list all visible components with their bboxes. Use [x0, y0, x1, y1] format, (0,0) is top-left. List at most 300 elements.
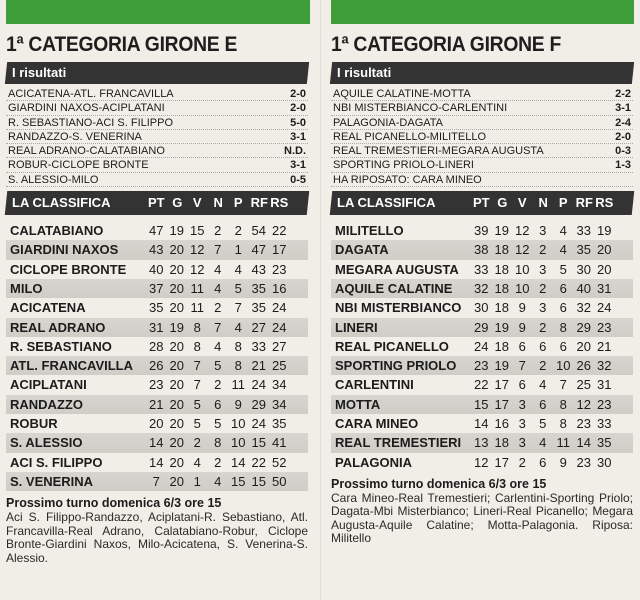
result-match: SPORTING PRIOLO-LINERI — [333, 159, 474, 172]
team-stat: 10 — [231, 435, 246, 451]
team-name: ATL. FRANCAVILLA — [10, 358, 133, 374]
team-name: ROBUR — [10, 416, 58, 432]
team-name: ACICATENA — [10, 300, 86, 316]
team-stat: 2 — [518, 454, 526, 470]
team-stat: 10 — [231, 416, 246, 432]
team-stat: 17 — [494, 377, 509, 393]
result-row — [331, 101, 633, 115]
team-stat: 23 — [474, 358, 489, 374]
team-stat: 15 — [231, 473, 246, 489]
team-stat: 4 — [539, 435, 547, 451]
result-row — [331, 173, 633, 187]
team-stat: 6 — [214, 396, 222, 412]
team-stat: 4 — [193, 454, 201, 470]
team-stat: 18 — [494, 261, 509, 277]
team-stat: 7 — [193, 358, 201, 374]
standings-row — [331, 318, 633, 337]
team-stat: 8 — [559, 396, 567, 412]
result-match: ACICATENA-ATL. FRANCAVILLA — [8, 88, 174, 100]
result-match: GIARDINI NAXOS-ACIPLATANI — [8, 102, 165, 115]
team-stat: 10 — [556, 358, 571, 374]
team-stat: 34 — [272, 377, 287, 393]
team-stat: 19 — [494, 223, 509, 239]
team-stat: 7 — [193, 377, 201, 393]
team-name: LINERI — [335, 319, 378, 335]
team-stat: 20 — [169, 261, 184, 277]
standings-col-header: N — [213, 195, 223, 211]
team-stat: 29 — [251, 396, 266, 412]
standings-col-header: RF — [575, 195, 593, 211]
team-stat: 6 — [539, 396, 547, 412]
team-stat: 6 — [539, 338, 547, 354]
standings-row — [331, 221, 633, 240]
standings-col-header: PT — [147, 195, 165, 211]
result-score: N.D. — [284, 145, 306, 158]
section-title: 1ª CATEGORIA GIRONE E — [6, 33, 238, 56]
result-match: R. SEBASTIANO-ACI S. FILIPPO — [8, 116, 174, 129]
standings-row — [331, 375, 633, 394]
team-stat: 2 — [539, 358, 547, 374]
team-stat: 2 — [214, 377, 222, 393]
team-stat: 20 — [169, 338, 184, 354]
standings-row — [6, 472, 308, 491]
team-name: MEGARA AUGUSTA — [335, 261, 459, 277]
standings-row — [331, 433, 633, 452]
team-stat: 4 — [214, 473, 222, 489]
next-round-fixtures: Cara Mineo-Real Tremestieri; Carlentini-Sporting Priolo; Dagata-Mbi Misterbianco; Lineri-Real Picanello; Megara Augusta-Aquile Calatine; Motta-Palagonia. Riposa: Militello — [331, 490, 633, 546]
standings-row — [331, 356, 633, 375]
column-divider — [320, 0, 321, 600]
girone-f-column — [331, 28, 633, 546]
result-row — [6, 173, 308, 187]
team-stat: 5 — [214, 358, 222, 374]
team-stat: 32 — [576, 300, 591, 316]
standings-col-header: PT — [472, 195, 490, 211]
team-stat: 3 — [539, 300, 547, 316]
results-header: I risultati — [5, 62, 309, 84]
team-stat: 12 — [515, 242, 530, 258]
team-stat: 28 — [149, 338, 164, 354]
team-stat: 33 — [251, 338, 266, 354]
team-stat: 2 — [234, 223, 242, 239]
standings-col-header: V — [192, 195, 202, 211]
team-name: MOTTA — [335, 396, 381, 412]
team-stat: 17 — [494, 454, 509, 470]
team-name: AQUILE CALATINE — [335, 280, 453, 296]
team-stat: 15 — [251, 435, 266, 451]
standings-row — [331, 414, 633, 433]
team-stat: 6 — [518, 377, 526, 393]
next-round-title: Prossimo turno domenica 6/3 ore 15 — [331, 476, 547, 491]
team-stat: 35 — [251, 280, 266, 296]
team-name: ACI S. FILIPPO — [10, 454, 103, 470]
team-stat: 3 — [518, 396, 526, 412]
team-stat: 2 — [539, 319, 547, 335]
team-stat: 20 — [169, 396, 184, 412]
team-stat: 50 — [272, 473, 287, 489]
team-stat: 33 — [576, 223, 591, 239]
result-match: REAL ADRANO-CALATABIANO — [8, 145, 165, 158]
team-stat: 3 — [518, 416, 526, 432]
team-stat: 4 — [234, 261, 242, 277]
team-stat: 19 — [169, 319, 184, 335]
team-name: S. ALESSIO — [10, 435, 83, 451]
team-stat: 4 — [214, 261, 222, 277]
team-stat: 33 — [474, 261, 489, 277]
team-stat: 54 — [251, 223, 266, 239]
result-match: ROBUR-CICLOPE BRONTE — [8, 159, 149, 172]
team-stat: 20 — [169, 435, 184, 451]
team-stat: 3 — [539, 261, 547, 277]
result-row — [6, 130, 308, 144]
team-stat: 52 — [272, 454, 287, 470]
team-stat: 8 — [559, 416, 567, 432]
team-stat: 30 — [474, 300, 489, 316]
standings-col-header: P — [558, 195, 568, 211]
team-name: NBI MISTERBIANCO — [335, 300, 462, 316]
team-stat: 12 — [190, 242, 205, 258]
result-match: AQUILE CALATINE-MOTTA — [333, 88, 471, 100]
team-stat: 29 — [474, 319, 489, 335]
team-stat: 6 — [559, 280, 567, 296]
team-stat: 43 — [251, 261, 266, 277]
team-stat: 14 — [474, 416, 489, 432]
team-stat: 20 — [169, 358, 184, 374]
result-row — [331, 144, 633, 158]
standings-row — [6, 279, 308, 298]
team-stat: 20 — [576, 338, 591, 354]
team-name: CICLOPE BRONTE — [10, 261, 127, 277]
result-score: 3-1 — [615, 102, 631, 115]
team-stat: 30 — [576, 261, 591, 277]
team-stat: 24 — [272, 319, 287, 335]
team-stat: 7 — [214, 242, 222, 258]
team-name: REAL TREMESTIERI — [335, 435, 462, 451]
team-stat: 12 — [515, 223, 530, 239]
team-stat: 18 — [494, 435, 509, 451]
team-stat: 9 — [234, 396, 242, 412]
team-stat: 24 — [251, 377, 266, 393]
team-name: ACIPLATANI — [10, 377, 87, 393]
team-name: RANDAZZO — [10, 396, 83, 412]
team-stat: 14 — [149, 435, 164, 451]
team-stat: 7 — [234, 300, 242, 316]
team-stat: 14 — [231, 454, 246, 470]
result-row — [6, 144, 308, 158]
result-score: 2-4 — [615, 116, 631, 129]
standings-col-header: RF — [250, 195, 268, 211]
standings-header — [5, 191, 310, 215]
result-row — [331, 158, 633, 172]
team-stat: 22 — [272, 223, 287, 239]
team-stat: 15 — [251, 473, 266, 489]
team-stat: 34 — [272, 396, 287, 412]
standings-row — [6, 414, 308, 433]
team-stat: 3 — [539, 223, 547, 239]
result-score: 3-1 — [290, 159, 306, 172]
standings-row — [6, 433, 308, 452]
standings-col-header: G — [496, 195, 507, 211]
team-stat: 32 — [597, 358, 612, 374]
team-stat: 38 — [474, 242, 489, 258]
standings-row — [6, 298, 308, 317]
team-stat: 19 — [494, 319, 509, 335]
result-score: 2-0 — [615, 130, 631, 143]
team-stat: 15 — [474, 396, 489, 412]
team-stat: 5 — [234, 280, 242, 296]
team-stat: 40 — [149, 261, 164, 277]
result-match: S. ALESSIO-MILO — [8, 173, 99, 186]
team-stat: 35 — [149, 300, 164, 316]
standings-table — [6, 221, 308, 491]
team-stat: 33 — [597, 416, 612, 432]
team-stat: 16 — [494, 416, 509, 432]
team-stat: 20 — [169, 242, 184, 258]
team-stat: 18 — [494, 338, 509, 354]
standings-row — [6, 375, 308, 394]
team-name: CARA MINEO — [335, 416, 419, 432]
result-match: HA RIPOSATO: CARA MINEO — [333, 173, 482, 186]
team-stat: 10 — [515, 280, 530, 296]
team-stat: 6 — [539, 454, 547, 470]
team-stat: 12 — [190, 261, 205, 277]
team-stat: 20 — [149, 416, 164, 432]
result-row — [6, 158, 308, 172]
standings-header-label: LA CLASSIFICA — [337, 195, 436, 211]
result-match: REAL TREMESTIERI-MEGARA AUGUSTA — [333, 145, 544, 158]
result-match: REAL PICANELLO-MILITELLO — [333, 130, 487, 143]
team-stat: 1 — [193, 473, 201, 489]
team-stat: 19 — [494, 358, 509, 374]
team-stat: 26 — [149, 358, 164, 374]
standings-row — [6, 318, 308, 337]
team-stat: 23 — [597, 396, 612, 412]
team-stat: 2 — [214, 454, 222, 470]
team-stat: 12 — [474, 454, 489, 470]
team-stat: 31 — [597, 377, 612, 393]
team-stat: 15 — [190, 223, 205, 239]
team-stat: 9 — [518, 300, 526, 316]
team-stat: 7 — [214, 319, 222, 335]
team-stat: 23 — [576, 454, 591, 470]
team-stat: 47 — [149, 223, 164, 239]
team-stat: 11 — [231, 377, 245, 393]
team-stat: 25 — [272, 358, 287, 374]
team-stat: 23 — [576, 416, 591, 432]
team-stat: 25 — [576, 377, 591, 393]
result-row — [6, 116, 308, 130]
result-row — [331, 87, 633, 101]
standings-row — [331, 240, 633, 259]
result-match: PALAGONIA-DAGATA — [333, 116, 444, 129]
team-stat: 24 — [272, 300, 287, 316]
team-stat: 2 — [214, 300, 222, 316]
result-row — [6, 101, 308, 115]
team-stat: 17 — [272, 242, 287, 258]
standings-row — [6, 453, 308, 472]
team-stat: 5 — [559, 261, 567, 277]
team-stat: 20 — [169, 473, 184, 489]
team-stat: 3 — [518, 435, 526, 451]
team-stat: 21 — [597, 338, 612, 354]
standings-row — [331, 337, 633, 356]
standings-table — [331, 221, 633, 472]
team-name: GIARDINI NAXOS — [10, 242, 119, 258]
team-stat: 18 — [494, 280, 509, 296]
team-stat: 9 — [518, 319, 526, 335]
team-stat: 13 — [474, 435, 489, 451]
standings-row — [6, 240, 308, 259]
header-color-bar-right — [331, 0, 634, 24]
team-stat: 35 — [251, 300, 266, 316]
result-row — [331, 116, 633, 130]
team-stat: 41 — [272, 435, 287, 451]
team-name: REAL PICANELLO — [335, 338, 449, 354]
team-stat: 24 — [474, 338, 489, 354]
team-stat: 5 — [539, 416, 547, 432]
standings-row — [331, 298, 633, 317]
team-stat: 35 — [576, 242, 591, 258]
team-stat: 5 — [193, 416, 201, 432]
result-match: NBI MISTERBIANCO-CARLENTINI — [333, 102, 508, 115]
standings-col-header: RS — [270, 195, 289, 211]
team-stat: 8 — [559, 319, 567, 335]
team-stat: 21 — [149, 396, 164, 412]
team-stat: 7 — [559, 377, 567, 393]
header-color-bar-left — [6, 0, 310, 24]
result-match: RANDAZZO-S. VENERINA — [8, 130, 142, 143]
result-score: 1-3 — [615, 159, 631, 172]
team-stat: 35 — [597, 435, 612, 451]
team-stat: 31 — [149, 319, 164, 335]
team-stat: 31 — [597, 280, 612, 296]
team-stat: 39 — [474, 223, 489, 239]
standings-row — [6, 395, 308, 414]
team-stat: 20 — [169, 416, 184, 432]
standings-col-header: RS — [595, 195, 614, 211]
team-name: MILO — [10, 280, 43, 296]
team-stat: 18 — [494, 242, 509, 258]
result-score: 3-1 — [290, 130, 306, 143]
team-stat: 43 — [149, 242, 164, 258]
team-stat: 2 — [193, 435, 201, 451]
team-stat: 1 — [234, 242, 242, 258]
team-stat: 27 — [251, 319, 266, 335]
team-stat: 10 — [515, 261, 530, 277]
team-stat: 35 — [272, 416, 287, 432]
team-name: MILITELLO — [335, 223, 404, 239]
team-name: R. SEBASTIANO — [10, 338, 112, 354]
standings-col-header: G — [171, 195, 182, 211]
team-stat: 26 — [576, 358, 591, 374]
standings-header-label: LA CLASSIFICA — [12, 195, 111, 211]
team-stat: 20 — [169, 300, 184, 316]
team-stat: 24 — [251, 416, 266, 432]
team-stat: 30 — [597, 454, 612, 470]
team-stat: 19 — [169, 223, 184, 239]
results-list — [6, 87, 308, 187]
team-stat: 23 — [272, 261, 287, 277]
team-stat: 23 — [149, 377, 164, 393]
standings-row — [6, 260, 308, 279]
results-header: I risultati — [330, 62, 634, 84]
team-stat: 20 — [597, 261, 612, 277]
team-stat: 11 — [556, 435, 570, 451]
standings-row — [6, 221, 308, 240]
team-stat: 2 — [214, 223, 222, 239]
result-row — [331, 130, 633, 144]
team-stat: 21 — [251, 358, 266, 374]
result-score: 0-3 — [615, 145, 631, 158]
team-stat: 12 — [576, 396, 591, 412]
team-stat: 14 — [576, 435, 591, 451]
team-stat: 7 — [518, 358, 526, 374]
team-stat: 40 — [576, 280, 591, 296]
team-stat: 11 — [190, 280, 204, 296]
results-list — [331, 87, 633, 187]
team-stat: 7 — [152, 473, 160, 489]
standings-row — [331, 279, 633, 298]
team-stat: 27 — [272, 338, 287, 354]
team-stat: 11 — [190, 300, 204, 316]
team-stat: 6 — [518, 338, 526, 354]
team-name: DAGATA — [335, 242, 389, 258]
team-name: REAL ADRANO — [10, 319, 106, 335]
team-stat: 5 — [214, 416, 222, 432]
team-stat: 22 — [251, 454, 266, 470]
team-name: SPORTING PRIOLO — [335, 358, 457, 374]
team-stat: 23 — [597, 319, 612, 335]
next-round-fixtures: Aci S. Filippo-Randazzo, Aciplatani-R. Sebastiano, Atl. Francavilla-Real Adrano, Calatabiano-Robur, Ciclope Bronte-Giardini Naxos, Milo-Acicatena, S. Venerina-S. Alessio. — [6, 510, 308, 565]
team-stat: 9 — [559, 454, 567, 470]
result-row — [6, 87, 308, 101]
team-stat: 37 — [149, 280, 164, 296]
team-stat: 19 — [597, 223, 612, 239]
girone-e-column — [6, 28, 308, 565]
team-stat: 6 — [559, 300, 567, 316]
team-name: S. VENERINA — [10, 473, 94, 489]
standings-row — [331, 260, 633, 279]
team-stat: 14 — [149, 454, 164, 470]
result-score: 0-5 — [290, 173, 306, 186]
team-stat: 8 — [234, 338, 242, 354]
next-round-title: Prossimo turno domenica 6/3 ore 15 — [6, 496, 222, 511]
team-stat: 6 — [559, 338, 567, 354]
team-name: CARLENTINI — [335, 377, 414, 393]
standings-row — [6, 337, 308, 356]
team-stat: 4 — [214, 338, 222, 354]
team-stat: 18 — [494, 300, 509, 316]
team-stat: 20 — [597, 242, 612, 258]
team-stat: 32 — [474, 280, 489, 296]
standings-row — [331, 453, 633, 472]
team-stat: 4 — [559, 242, 567, 258]
standings-col-header: N — [538, 195, 548, 211]
standings-row — [331, 395, 633, 414]
team-stat: 4 — [214, 280, 222, 296]
team-stat: 47 — [251, 242, 266, 258]
team-stat: 8 — [214, 435, 222, 451]
standings-col-header: P — [233, 195, 243, 211]
result-score: 5-0 — [290, 116, 306, 129]
team-stat: 20 — [169, 377, 184, 393]
standings-row — [6, 356, 308, 375]
team-name: CALATABIANO — [10, 223, 104, 239]
standings-col-header: V — [517, 195, 527, 211]
team-stat: 8 — [234, 358, 242, 374]
team-stat: 2 — [539, 242, 547, 258]
team-stat: 4 — [539, 377, 547, 393]
